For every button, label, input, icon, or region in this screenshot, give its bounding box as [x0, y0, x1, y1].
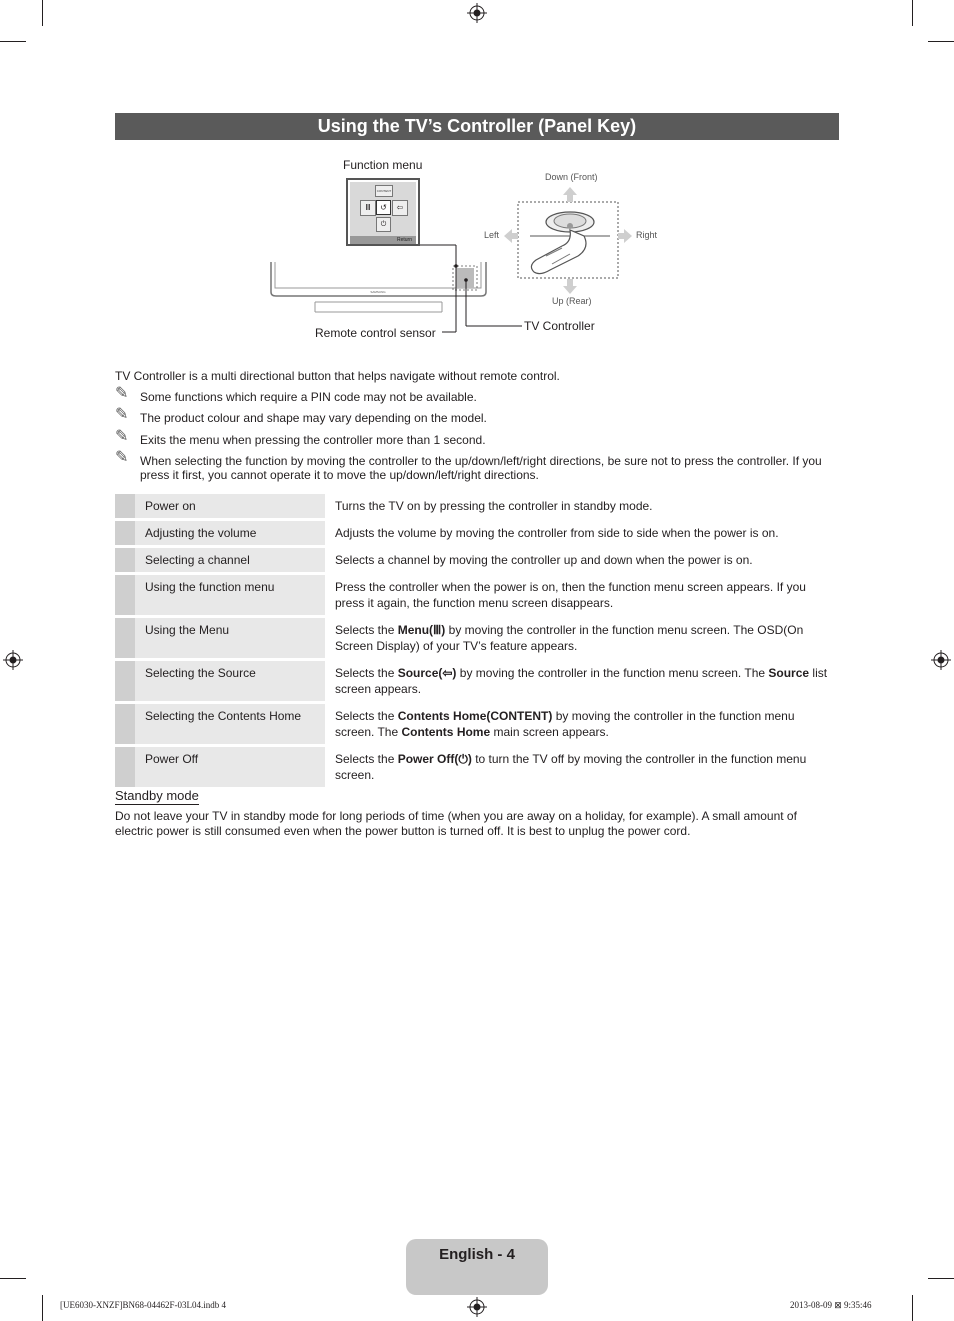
registration-mark-icon [467, 1297, 487, 1317]
row-gap [325, 494, 335, 518]
controller-functions-table [115, 491, 839, 790]
function-label: Selecting the Contents Home [135, 704, 325, 744]
function-row [115, 661, 839, 701]
registration-mark-icon [3, 650, 23, 670]
row-strip [115, 548, 135, 572]
row-strip [115, 747, 135, 787]
desc-text: main screen appears. [490, 725, 609, 739]
function-label: Power on [135, 494, 325, 518]
function-menu-label: Function menu [343, 158, 423, 172]
intro-text: TV Controller is a multi directional button that helps navigate without remote control. [115, 369, 560, 383]
row-strip [115, 575, 135, 615]
function-label: Selecting the Source [135, 661, 325, 701]
desc-text: Selects the [335, 752, 398, 766]
desc-text: Turns the TV on by pressing the controller in standby mode. [335, 499, 653, 513]
function-description [335, 618, 839, 658]
function-label: Power Off [135, 747, 325, 787]
content-button-icon: CONTENT [375, 185, 393, 197]
desc-bold: Power Off(⏻) [397, 752, 472, 766]
row-strip [115, 494, 135, 518]
row-gap [325, 747, 335, 787]
row-gap [325, 704, 335, 744]
desc-text: Selects a channel by moving the controller up and down when the power is on. [335, 553, 753, 567]
note-item [115, 406, 835, 427]
desc-bold: Contents Home(CONTENT) [397, 709, 553, 723]
row-strip [115, 618, 135, 658]
menu-button-icon: Ⅲ [360, 200, 376, 216]
function-row [115, 548, 839, 572]
page-number: English - 4 [439, 1246, 515, 1263]
desc-text: Adjusts the volume by moving the controller from side to side when the power is on. [335, 526, 779, 540]
desc-text: by moving the controller in the function menu screen. The [335, 709, 795, 739]
function-description [335, 521, 839, 545]
pencil-note-icon: ✎ [115, 428, 129, 445]
desc-bold: Source(⇦) [397, 666, 457, 680]
desc-bold: Menu(Ⅲ) [397, 623, 446, 637]
svg-text:SAMSUNG: SAMSUNG [370, 290, 386, 294]
desc-bold: Contents Home [401, 725, 491, 739]
registration-mark-icon [467, 3, 487, 23]
row-gap [325, 661, 335, 701]
note-item [115, 385, 835, 406]
desc-text: by moving the controller in the function menu screen. The OSD(On Screen Display) of your TV’s feature appears. [335, 623, 804, 653]
note-item [115, 449, 835, 484]
crop-mark [912, 0, 913, 26]
desc-bold: Source [768, 666, 810, 680]
desc-text: Selects the [335, 666, 398, 680]
crop-mark [928, 1278, 954, 1279]
function-menu-screen [346, 178, 420, 246]
crop-mark [928, 41, 954, 42]
note-text: Some functions which require a PIN code may not be available. [140, 390, 477, 404]
function-row [115, 704, 839, 744]
crop-mark [42, 0, 43, 26]
controller-detail-graphic [500, 182, 640, 300]
function-row [115, 494, 839, 518]
return-button-icon: ↺ [376, 200, 391, 215]
desc-text: list screen appears. [335, 666, 828, 696]
pencil-note-icon: ✎ [115, 449, 129, 466]
function-description [335, 548, 839, 572]
function-row [115, 747, 839, 787]
source-button-icon: ⇦ [392, 200, 408, 216]
row-gap [325, 521, 335, 545]
pencil-note-icon: ✎ [115, 406, 129, 423]
note-text: The product colour and shape may vary depending on the model. [140, 411, 487, 425]
function-description [335, 704, 839, 744]
right-label: Right [636, 230, 658, 240]
desc-text: by moving the controller in the function menu screen. The [456, 666, 769, 680]
crop-mark [0, 1278, 26, 1279]
row-gap [325, 548, 335, 572]
standby-heading: Standby mode [115, 788, 199, 803]
row-strip [115, 704, 135, 744]
function-row [115, 575, 839, 615]
function-label: Adjusting the volume [135, 521, 325, 545]
function-description [335, 747, 839, 787]
pencil-note-icon: ✎ [115, 385, 129, 402]
function-row [115, 618, 839, 658]
function-description [335, 575, 839, 615]
note-item [115, 428, 835, 449]
row-strip [115, 661, 135, 701]
function-label: Using the Menu [135, 618, 325, 658]
desc-text: Selects the [335, 709, 398, 723]
power-button-icon: ⏻ [376, 217, 391, 232]
return-bar: Return [350, 236, 416, 244]
desc-text: Press the controller when the power is on, then the function menu screen appears. If you press it again, the function menu screen disappears. [335, 580, 806, 610]
row-strip [115, 521, 135, 545]
function-description [335, 661, 839, 701]
crop-mark [0, 41, 26, 42]
desc-text: to turn the TV off by moving the controller in the function menu screen. [335, 752, 807, 782]
print-file-info: [UE6030-XNZF]BN68-04462F-03L04.indb 4 [60, 1300, 226, 1310]
tv-controller-label: TV Controller [524, 319, 595, 333]
standby-text: Do not leave your TV in standby mode for long periods of time (when you are away on a holiday, for example). A small amount of electric power is still consumed even when the power button is turned off. It is best to unplug the power cord. [115, 809, 797, 838]
note-text: When selecting the function by moving the controller to the up/down/left/right directions, be sure not to press the controller. If you press it first, you cannot operate it to move the up/down/left/right directions. [140, 454, 822, 482]
desc-text: Selects the [335, 623, 398, 637]
row-gap [325, 618, 335, 658]
function-description [335, 494, 839, 518]
remote-sensor-label: Remote control sensor [315, 326, 436, 340]
function-label: Using the function menu [135, 575, 325, 615]
crop-mark [912, 1295, 913, 1321]
registration-mark-icon [931, 650, 951, 670]
down-front-label: Down (Front) [545, 172, 598, 182]
row-gap [325, 575, 335, 615]
note-text: Exits the menu when pressing the controller more than 1 second. [140, 433, 486, 447]
page-title: Using the TV’s Controller (Panel Key) [115, 113, 839, 140]
function-label: Selecting a channel [135, 548, 325, 572]
function-row [115, 521, 839, 545]
print-date-info: 2013-08-09 ⊠ 9:35:46 [790, 1300, 872, 1310]
left-label: Left [484, 230, 500, 240]
crop-mark [42, 1295, 43, 1321]
up-rear-label: Up (Rear) [552, 296, 592, 306]
